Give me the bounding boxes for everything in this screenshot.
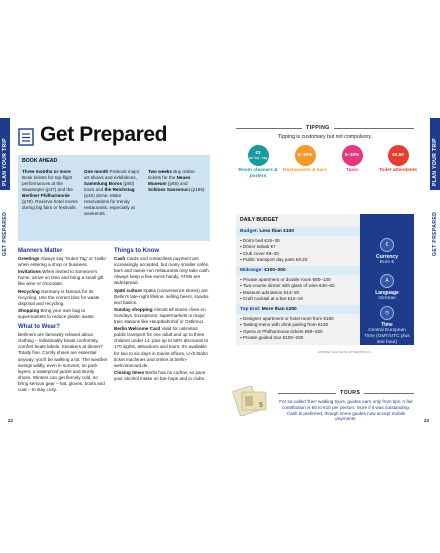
budget-item: ▪ Designer apartment or hotel room from €180 xyxy=(240,316,334,322)
clock-icon: ◷ xyxy=(380,306,394,320)
book-ahead-col1-body: Book tickets for top-flight performances at the Staatsoper (p47) and the xyxy=(22,175,73,192)
book-ahead-heading: BOOK AHEAD xyxy=(22,158,58,164)
book-ahead-col3-body2: (p65) and xyxy=(167,181,188,186)
tip-label: Room cleaners & porters xyxy=(238,168,278,179)
tip-circle: €2 per day / bag xyxy=(248,145,269,166)
info-label: Language xyxy=(375,290,399,296)
checklist-icon xyxy=(18,128,34,146)
book-ahead-col3-bold3: Schloss Sanssouci xyxy=(148,187,190,192)
book-ahead-col-1 xyxy=(22,169,78,211)
things-heading: Things to Know xyxy=(114,248,159,254)
budget-list-midrange xyxy=(240,277,335,303)
things-column xyxy=(114,248,210,383)
book-ahead-col2-body3: (p40) dome. Make reservations for trendy restaurants, especially at weekends. xyxy=(84,193,135,216)
manners-column xyxy=(18,248,108,394)
info-value: Euro € xyxy=(379,260,395,265)
budget-item: ▪ Tasting-menu with drink pairing from €130 xyxy=(240,322,334,328)
info-language xyxy=(360,274,414,302)
info-label: Time xyxy=(381,322,393,328)
tip-circle: 5–10% xyxy=(342,145,363,166)
book-ahead-col1-lead: Three months or more xyxy=(22,169,71,174)
edge-label-plan-your-trip-right: PLAN YOUR TRIP xyxy=(432,138,438,186)
things-item: Sunday shopping Almost all stores close on Sundays. Exceptions: supermarkets in major train stations like Hauptbahnhof or Ostkreuz. xyxy=(114,306,206,325)
budget-list-top-end xyxy=(240,316,334,342)
book-ahead-col2-lead: One month xyxy=(84,169,109,174)
tip-circle: €0.50 xyxy=(388,145,409,166)
page-number-left: 22 xyxy=(8,418,13,423)
tip-item-toilet-attendants xyxy=(376,145,420,174)
edge-label-get-prepared-right: GET PREPARED xyxy=(432,211,438,256)
book-ahead-col2-bold2: Sammlung Boros xyxy=(84,181,123,186)
tip-item-taxis xyxy=(330,145,374,174)
tip-item-restaurants xyxy=(283,145,327,174)
book-ahead-col1-bold2: Berliner Philharmonie xyxy=(22,193,70,198)
budget-item: ▪ Opera or Philharmonie tickets €60–250 xyxy=(240,329,334,335)
tours-text: For so-called 'free' walking tours, guides earn only from tips. A fair contribution is €5 to €10 per person, more if it was outstanding. Cash is preferred, though some guides now accept mobile payments. xyxy=(279,399,413,422)
budget-item: ▪ Döner kebab €7 xyxy=(240,244,307,250)
budget-tier-top-end: Top End: More than €200 xyxy=(236,305,360,314)
budget-item: ▪ Dorm bed €15–30 xyxy=(240,238,307,244)
tip-circle: 5–10% xyxy=(295,145,316,166)
info-label: Currency xyxy=(376,254,398,260)
tip-label: Toilet attendants xyxy=(378,168,418,173)
budget-item: ▪ Craft cocktail at a bar €12–16 xyxy=(240,296,335,302)
photo-credit: ANDREI ALEXEI/SHUTTERSTOCK xyxy=(318,350,371,354)
book-ahead-col1-body2: (p78). Reserve hotel rooms during big fairs or festivals. xyxy=(22,199,78,210)
budget-item: ▪ Club cover €8–30 xyxy=(240,251,307,257)
things-item: Späti culture Spätis (convenience stores) are Berlin's late-night lifeline, selling beers, snacks and basics. xyxy=(114,287,209,305)
things-item: Closing times Berlin has no curfew, so pace your alcohol intake on bar-hops and in clubs. xyxy=(114,369,206,381)
manners-item: Shopping Bring your own bag to supermarkets to reduce plastic waste. xyxy=(18,307,96,319)
tip-label: Restaurants & bars xyxy=(283,168,327,173)
book-ahead-col2-bold3: the Reichstag xyxy=(104,187,135,192)
banknote-icon xyxy=(232,386,270,416)
things-item: Cash Cards and contactless payment are increasingly accepted, but many smaller cafes, bars and owner-run restaurants only take cash. Always keep a few euros handy. ATMs are widespread. xyxy=(114,256,211,286)
language-icon: A xyxy=(380,274,394,288)
budget-item: ▪ Two-course dinner with glass of wine €40–60 xyxy=(240,283,335,289)
budget-item: ▪ Private apartment or double room €80–130 xyxy=(240,277,335,283)
info-time xyxy=(360,306,414,345)
budget-heading: DAILY BUDGET xyxy=(240,217,279,223)
edge-label-get-prepared: GET PREPARED xyxy=(2,211,8,256)
manners-item: Greetings Always say 'Guten Tag' or 'Hallo' when entering a shop or business. xyxy=(18,256,107,268)
info-value: German xyxy=(378,296,396,301)
tipping-subtitle: Tipping is customary but not compulsory. xyxy=(278,134,372,140)
info-panel xyxy=(360,214,414,345)
budget-item: ▪ Museum admission €14–20 xyxy=(240,290,335,296)
tip-item-room-cleaners xyxy=(236,145,280,179)
tours-heading: TOURS xyxy=(336,390,364,396)
things-item: Berlin Welcome Card Valid for unlimited public transport for one adult and up to three children under 14, plus up to 50% discounts to 170 sights, attractions and tours. It's available for two to six days in tourist offices, U-/S-Bahn ticket machines and online at berlin-welcomecard.de. xyxy=(114,326,209,368)
book-ahead-col2-body: Prebook major art shows and exhibitions, xyxy=(84,169,140,180)
book-ahead-col-2 xyxy=(84,169,142,217)
book-ahead-col2-body2: (p90) tours and xyxy=(84,181,135,192)
tip-label: Taxis xyxy=(346,168,358,173)
page-number-right: 23 xyxy=(424,418,429,423)
wear-heading: What to Wear? xyxy=(18,324,60,331)
budget-list-budget xyxy=(240,238,307,264)
wear-text: Berliners are famously relaxed about clothing – individuality beats conformity, comfort beats labels. Sneakers at dinner? Totally fine. Comfy shoes are essential anyway: you'll be walking a lot. The weather swings wildly, even in summer, so pack layers, a waterproof jacket and sturdy shoes. Winters can get fiercely cold, so bring serious gear – hat, gloves, boots and coat – to stay cosy. xyxy=(18,332,108,392)
daily-budget-box xyxy=(236,214,360,345)
edge-label-plan-your-trip: PLAN YOUR TRIP xyxy=(2,138,8,186)
budget-item: ▪ Public transport day pass €8.20 xyxy=(240,257,307,263)
manners-heading: Manners Matter xyxy=(18,248,63,254)
book-ahead-col3-lead: Two weeks xyxy=(148,169,172,174)
manners-item: Invitations When invited to someone's home, arrive on time and bring a small gift like wine or chocolate. xyxy=(18,269,104,287)
book-ahead-col-3 xyxy=(148,169,206,193)
page-title: Get Prepared xyxy=(40,123,168,146)
budget-tier-midrange: Midrange: €100–200 xyxy=(236,266,360,275)
info-value: Central European Time (GMT/UTC plus one hour) xyxy=(364,328,410,345)
book-ahead-col3-bold2: Neues Museum xyxy=(148,175,191,186)
book-ahead-box xyxy=(18,155,210,241)
book-ahead-col3-body: Buy online tickets for the xyxy=(148,169,195,180)
currency-icon: € xyxy=(380,238,394,252)
svg-text:5: 5 xyxy=(259,402,263,409)
info-currency xyxy=(360,238,414,266)
budget-item: ▪ Private guided tour €100–200 xyxy=(240,335,334,341)
tipping-heading: TIPPING xyxy=(302,125,334,131)
book-ahead-col3-body3: (p166). xyxy=(191,187,206,192)
budget-tier-budget: Budget: Less than €100 xyxy=(236,227,360,236)
manners-item: Recycling Germany is famous for its recycling. Use the correct bins for waste disposal and recycling. xyxy=(18,288,100,306)
